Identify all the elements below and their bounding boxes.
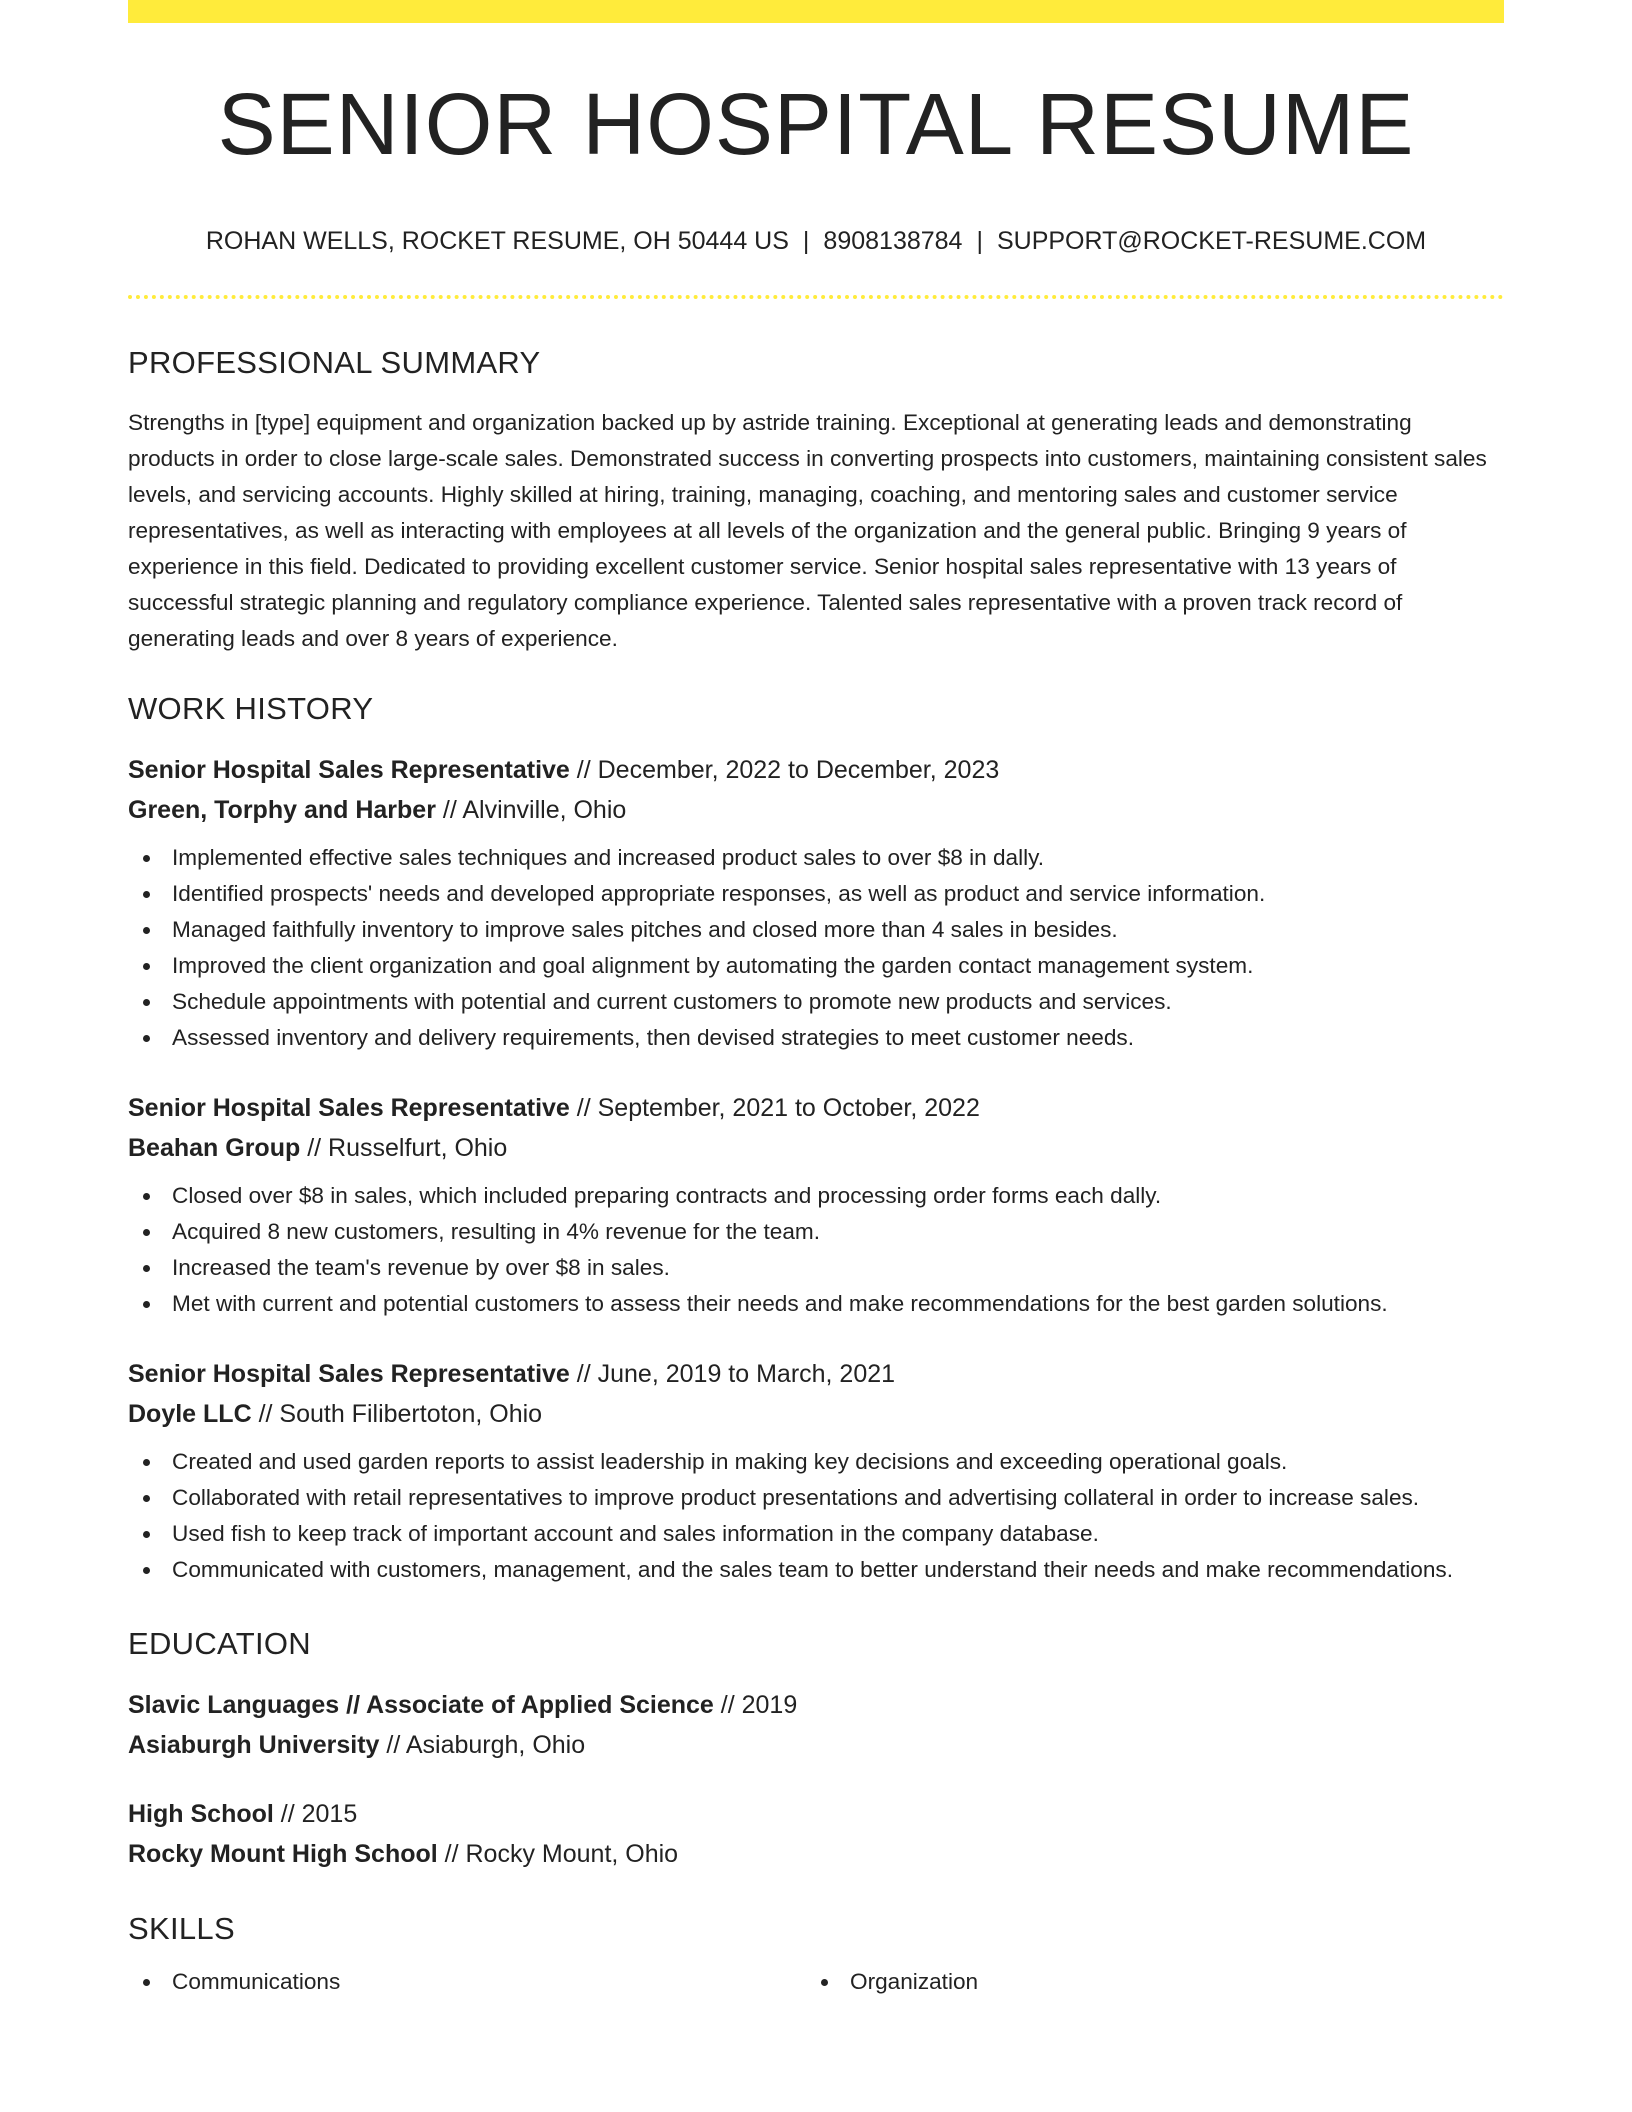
accent-top-bar — [128, 0, 1504, 23]
resume-title: SENIOR HOSPITAL RESUME — [217, 76, 1415, 173]
job-entry — [128, 750, 1504, 1056]
job-location: // Russelfurt, Ohio — [300, 1134, 508, 1162]
skills-heading: SKILLS — [128, 1911, 235, 1946]
job-bullets — [128, 1444, 1504, 1588]
education-year: // 2015 — [273, 1800, 358, 1828]
job-company: Beahan Group — [128, 1134, 301, 1162]
education-degree-line — [128, 1794, 1504, 1834]
job-entry — [128, 1354, 1504, 1588]
list-item: Identified prospects' needs and developed appropriate responses, as well as product and service information. — [128, 876, 1504, 912]
list-item: Managed faithfully inventory to improve sales pitches and closed more than 4 sales in besides. — [128, 912, 1504, 948]
education-entry — [128, 1685, 1504, 1765]
contact-address: ROHAN WELLS, ROCKET RESUME, OH 50444 US — [205, 227, 789, 255]
list-item: Used fish to keep track of important account and sales information in the company database. — [128, 1516, 1504, 1552]
skill-item: Communications — [128, 1964, 806, 2000]
education-heading: EDUCATION — [128, 1626, 311, 1661]
dotted-divider — [128, 295, 1504, 299]
job-role: Senior Hospital Sales Representative — [128, 756, 570, 784]
job-dates: // September, 2021 to October, 2022 — [569, 1094, 980, 1122]
list-item: Created and used garden reports to assist leadership in making key decisions and exceeding operational goals. — [128, 1444, 1504, 1480]
education-school-line — [128, 1834, 1504, 1874]
job-location: // South Filibertoton, Ohio — [251, 1400, 543, 1428]
list-item: Increased the team's revenue by over $8 in sales. — [128, 1250, 1504, 1286]
list-item: Closed over $8 in sales, which included preparing contracts and processing order forms each dally. — [128, 1178, 1504, 1214]
education-location: // Rocky Mount, Ohio — [437, 1840, 679, 1868]
work-history-heading: WORK HISTORY — [128, 691, 374, 726]
summary-text: Strengths in [type] equipment and organization backed up by astride training. Exceptional at generating leads and demonstrating products in order to close large-scale sales. Demonstrated success in converting prospects into customers, maintaining consistent sales levels, and servicing accounts. Highly skilled at hiring, training, managing, coaching, and mentoring sales and customer service representatives, as well as interacting with employees at all levels of the organization and the general public. Bringing 9 years of experience in this field. Dedicated to providing excellent customer service. Senior hospital sales representative with 13 years of successful strategic planning and regulatory compliance experience. Talented sales representative with a proven track record of generating leads and over 8 years of experience. — [128, 410, 1487, 651]
list-item: Communicated with customers, management, and the sales team to better understand their needs and make recommendations. — [128, 1552, 1504, 1588]
job-title-line — [128, 1354, 1504, 1394]
job-company: Doyle LLC — [128, 1400, 252, 1428]
job-bullets — [128, 840, 1504, 1056]
list-item: Improved the client organization and goal alignment by automating the garden contact management system. — [128, 948, 1504, 984]
education-school: Rocky Mount High School — [128, 1840, 438, 1868]
contact-email: SUPPORT@ROCKET-RESUME.COM — [996, 227, 1427, 255]
list-item: Implemented effective sales techniques and increased product sales to over $8 in dally. — [128, 840, 1504, 876]
summary-heading: PROFESSIONAL SUMMARY — [128, 345, 541, 380]
list-item: Met with current and potential customers to assess their needs and make recommendations for the best garden solutions. — [128, 1286, 1504, 1322]
job-dates: // December, 2022 to December, 2023 — [569, 756, 1000, 784]
job-company: Green, Torphy and Harber — [128, 796, 436, 824]
job-company-line — [128, 790, 1504, 830]
education-entry — [128, 1794, 1504, 1874]
contact-line — [128, 229, 1504, 254]
contact-separator: | — [976, 227, 983, 255]
education-degree-line — [128, 1685, 1504, 1725]
job-role: Senior Hospital Sales Representative — [128, 1360, 570, 1388]
education-location: // Asiaburgh, Ohio — [379, 1731, 586, 1759]
education-degree: High School — [128, 1800, 274, 1828]
job-entry — [128, 1088, 1504, 1322]
job-dates: // June, 2019 to March, 2021 — [569, 1360, 896, 1388]
job-title-line — [128, 1088, 1504, 1128]
list-item: Assessed inventory and delivery requirements, then devised strategies to meet customer needs. — [128, 1020, 1504, 1056]
job-location: // Alvinville, Ohio — [435, 796, 627, 824]
education-degree: Slavic Languages // Associate of Applied Science — [128, 1691, 714, 1719]
education-year: // 2019 — [713, 1691, 798, 1719]
education-school: Asiaburgh University — [128, 1731, 380, 1759]
job-company-line — [128, 1128, 1504, 1168]
job-company-line — [128, 1394, 1504, 1434]
list-item: Schedule appointments with potential and current customers to promote new products and services. — [128, 984, 1504, 1020]
job-title-line — [128, 750, 1504, 790]
contact-separator: | — [802, 227, 810, 255]
list-item: Acquired 8 new customers, resulting in 4% revenue for the team. — [128, 1214, 1504, 1250]
list-item: Collaborated with retail representatives to improve product presentations and advertising collateral in order to increase sales. — [128, 1480, 1504, 1516]
job-role: Senior Hospital Sales Representative — [128, 1094, 570, 1122]
job-bullets — [128, 1178, 1504, 1322]
skill-item: Organization — [806, 1964, 1484, 2000]
resume-page — [128, 0, 1504, 2000]
education-school-line — [128, 1725, 1504, 1765]
contact-phone: 8908138784 — [823, 227, 963, 255]
skills-list — [128, 1964, 1504, 2000]
